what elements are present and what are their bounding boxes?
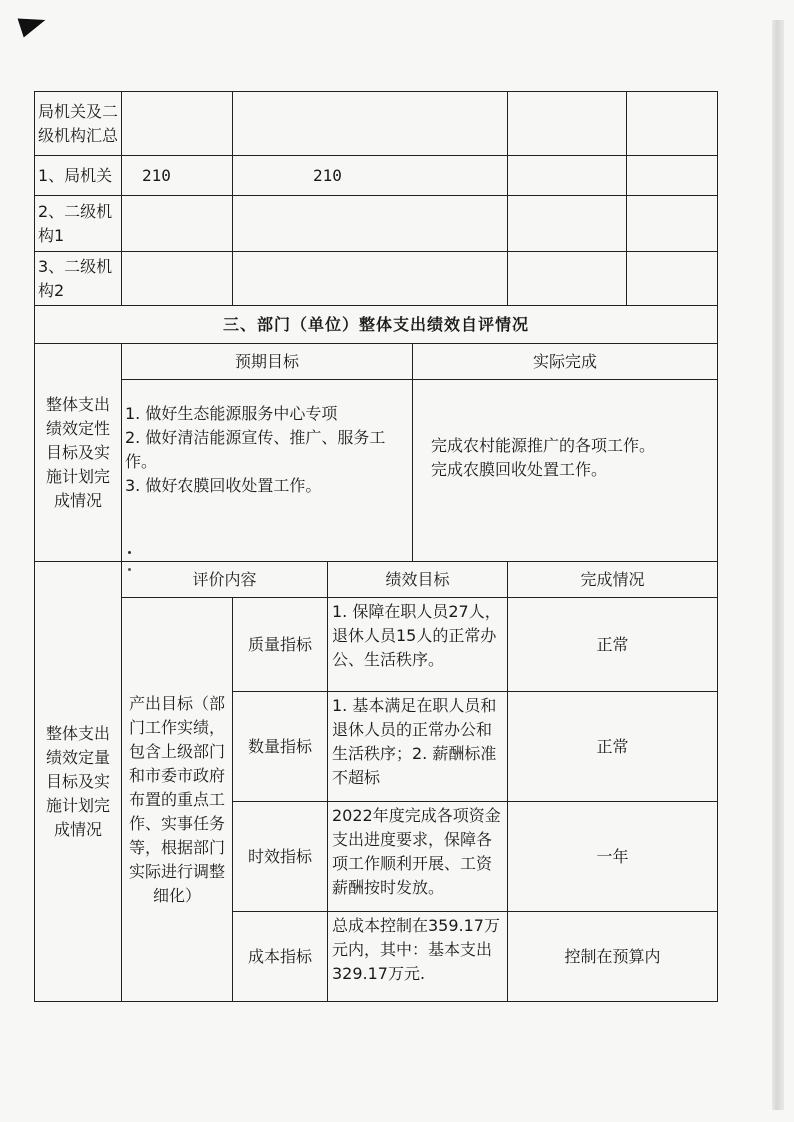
table-row [35, 598, 718, 692]
indicator-name: 数量指标 [233, 692, 328, 802]
scan-speck [128, 568, 131, 571]
table-cell [627, 252, 718, 306]
scan-corner-mark [18, 10, 49, 37]
table-cell [233, 252, 508, 306]
target-header: 绩效目标 [328, 562, 508, 598]
indicator-target: 1. 基本满足在职人员和退休人员的正常办公和生活秩序；2. 薪酬标准不超标 [328, 692, 508, 802]
expected-header: 预期目标 [122, 344, 413, 380]
table-cell [233, 196, 508, 252]
indicator-target: 1. 保障在职人员27人，退休人员15人的正常办公、生活秩序。 [328, 598, 508, 692]
section-title: 三、部门（单位）整体支出绩效自评情况 [35, 306, 718, 344]
table-row [35, 92, 718, 156]
expected-goals [122, 380, 413, 562]
table-cell [627, 156, 718, 196]
row-label: 3、二级机构2 [35, 252, 122, 306]
output-label: 产出目标（部门工作实绩，包含上级部门和市委市政府布置的重点工作、实事任务等，根据部门实际进行调整细化） [122, 598, 233, 1002]
indicator-status: 正常 [508, 598, 718, 692]
scan-edge-shadow [772, 20, 784, 1110]
indicator-status: 一年 [508, 802, 718, 912]
indicator-name: 成本指标 [233, 912, 328, 1002]
table-cell [508, 156, 627, 196]
indicator-name: 质量指标 [233, 598, 328, 692]
list-item: 完成农膜回收处置工作。 [431, 460, 608, 479]
table-row [35, 562, 718, 598]
table-row [35, 344, 718, 380]
actual-completion [413, 380, 718, 562]
quantitative-label: 整体支出绩效定量目标及实施计划完成情况 [35, 562, 122, 1002]
indicator-status: 控制在预算内 [508, 912, 718, 1002]
indicator-target: 总成本控制在359.17万元内，其中：基本支出329.17万元. [328, 912, 508, 1002]
list-item: 完成农村能源推广的各项工作。 [431, 436, 656, 455]
table-cell [508, 92, 627, 156]
table-cell [233, 92, 508, 156]
indicator-name: 时效指标 [233, 802, 328, 912]
row-label: 2、二级机构1 [35, 196, 122, 252]
table-cell [508, 196, 627, 252]
list-item: 1. 做好生态能源服务中心专项 [125, 404, 338, 423]
performance-table [34, 91, 718, 1002]
row-label: 局机关及二级机构汇总 [35, 92, 122, 156]
qualitative-label: 整体支出绩效定性目标及实施计划完成情况 [35, 344, 122, 562]
list-item: 3. 做好农膜回收处置工作。 [125, 476, 322, 495]
table-cell: 210 [122, 156, 233, 196]
status-header: 完成情况 [508, 562, 718, 598]
table-cell [122, 196, 233, 252]
table-row [35, 156, 718, 196]
scan-speck [128, 551, 131, 554]
actual-header: 实际完成 [413, 344, 718, 380]
table-row [35, 306, 718, 344]
table-cell [627, 196, 718, 252]
table-row [35, 196, 718, 252]
table-cell: 210 [233, 156, 508, 196]
indicator-status: 正常 [508, 692, 718, 802]
table-row [35, 380, 718, 562]
table-cell [122, 92, 233, 156]
indicator-target: 2022年度完成各项资金支出进度要求，保障各项工作顺利开展、工资薪酬按时发放。 [328, 802, 508, 912]
eval-header: 评价内容 [122, 562, 328, 598]
table-row [35, 252, 718, 306]
table-cell [627, 92, 718, 156]
list-item: 2. 做好清洁能源宣传、推广、服务工作。 [125, 428, 386, 471]
table-cell [122, 252, 233, 306]
row-label: 1、局机关 [35, 156, 122, 196]
table-cell [508, 252, 627, 306]
